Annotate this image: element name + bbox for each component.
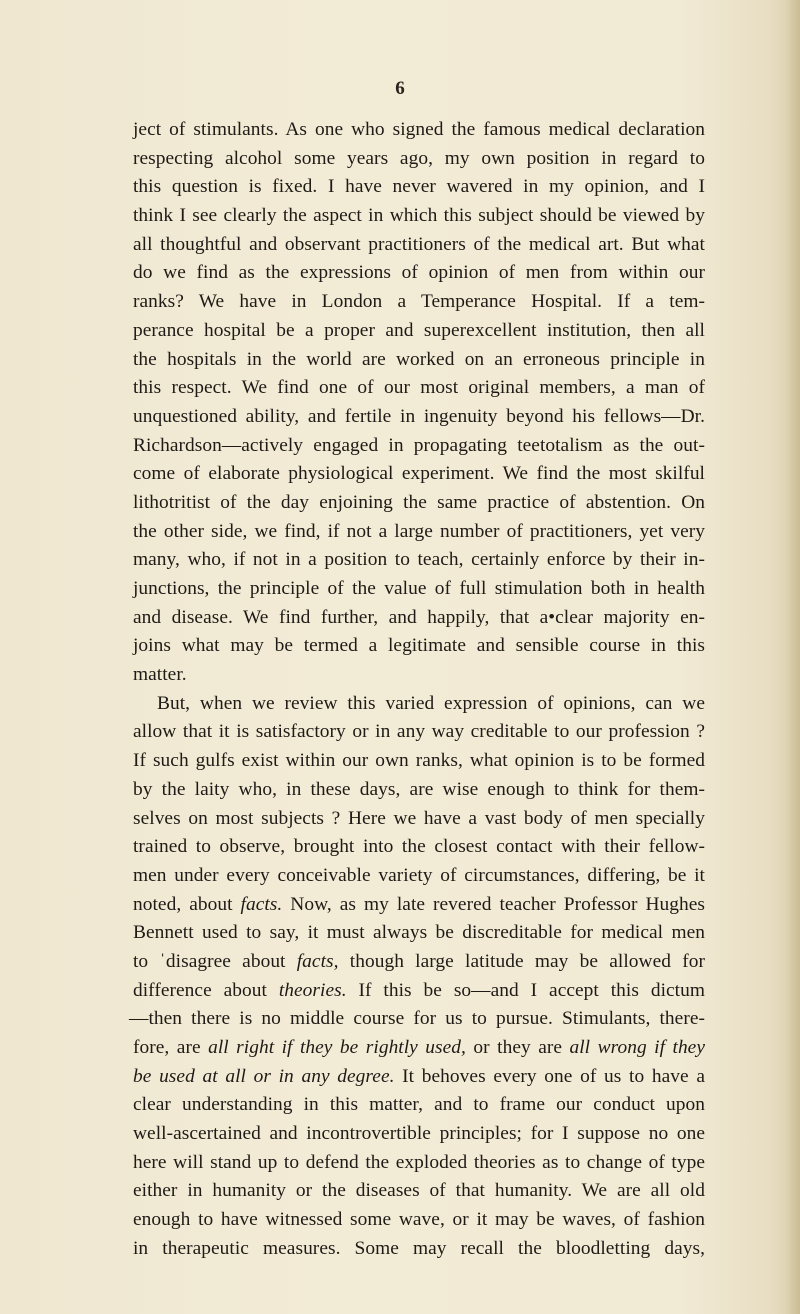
text-line (133, 1091, 705, 1120)
text-line (133, 1149, 705, 1178)
text-segment: and disease. We find further, and happily, that a•clear majority en- (133, 606, 705, 628)
italic-text: all right if they be rightly used, (208, 1037, 466, 1058)
text-segment: many, who, if not in a position to teach, certainly enforce by their in- (133, 549, 705, 571)
text-line (133, 288, 705, 317)
text-segment: trained to observe, brought into the closest contact with their fellow- (133, 836, 705, 858)
text-segment: Richardson—actively engaged in propagating teetotalism as the out- (133, 434, 705, 456)
text-line (133, 1120, 705, 1149)
text-segment: well-ascertained and incontrovertible principles; for I suppose no one (133, 1123, 705, 1145)
italic-text: be used at all or in any degree. (133, 1065, 395, 1087)
text-line (133, 891, 705, 920)
text-line (133, 833, 705, 862)
text-segment: Now, as my late revered teacher Professor Hughes (282, 893, 705, 915)
text-segment: allow that it is satisfactory or in any way creditable to our profession ? (133, 721, 705, 743)
text-line (133, 919, 705, 948)
text-segment: It behoves every one of us to have a (394, 1065, 705, 1087)
text-line (133, 518, 705, 547)
text-line (129, 1005, 705, 1034)
page-number: 6 (395, 78, 405, 99)
text-line (133, 862, 705, 891)
text-segment: clear understanding in this matter, and to frame our conduct upon (133, 1094, 705, 1116)
text-segment: to ˈdisagree about (133, 950, 297, 972)
text-segment: lithotritist of the day enjoining the same practice of abstention. On (133, 491, 705, 513)
italic-text: theories. (278, 979, 347, 1001)
text-line (133, 661, 705, 690)
text-line (133, 977, 705, 1006)
text-line (133, 374, 705, 403)
text-line (133, 317, 705, 346)
text-segment: think I see clearly the aspect in which this subject should be viewed by (133, 205, 705, 227)
text-segment: this question is fixed. I have never wavered in my opinion, and I (133, 176, 705, 198)
text-segment: If such gulfs exist within our own ranks, what opinion is to be formed (133, 750, 705, 772)
text-segment: the hospitals in the world are worked on an erroneous principle in (133, 348, 705, 370)
text-segment: this respect. We find one of our most original members, a man of (133, 377, 705, 399)
italic-text: facts, (296, 950, 339, 972)
text-line (133, 202, 705, 231)
text-line (133, 231, 705, 260)
text-line (133, 1177, 705, 1206)
text-segment: enough to have witnessed some wave, or it may be waves, of fashion (133, 1209, 705, 1231)
text-line (133, 805, 705, 834)
text-line (133, 632, 705, 661)
text-segment: or they are (465, 1037, 570, 1058)
text-segment: ranks? We have in London a Temperance Hospital. If a tem- (133, 291, 705, 313)
text-segment: Bennett used to say, it must always be discreditable for medical men (133, 922, 705, 944)
text-line (133, 718, 705, 747)
text-segment: though large latitude may be allowed for (338, 950, 705, 972)
text-line (133, 1235, 705, 1264)
text-line (133, 403, 705, 432)
text-line (133, 575, 705, 604)
text-line (133, 690, 705, 719)
text-line (133, 173, 705, 202)
text-segment: perance hospital be a proper and superexcellent institution, then all (133, 319, 705, 341)
italic-text: facts. (240, 893, 283, 915)
text-line (133, 489, 705, 518)
text-line (133, 1206, 705, 1235)
text-segment: But, when we review this varied expression of opinions, can we (157, 692, 705, 714)
text-line (133, 259, 705, 288)
text-segment: —then there is no middle course for us to pursue. Stimulants, there- (129, 1008, 705, 1030)
text-line (133, 948, 705, 977)
text-segment: come of elaborate physiological experiment. We find the most skilful (133, 463, 705, 485)
text-segment: junctions, the principle of the value of full stimulation both in health (133, 578, 705, 599)
text-segment: joins what may be termed a legitimate and sensible course in this (133, 635, 705, 657)
body-text (129, 116, 705, 1264)
text-segment: fore, are (133, 1037, 209, 1058)
text-segment: here will stand up to defend the exploded theories as to change of type (133, 1151, 705, 1173)
text-segment: all thoughtful and observant practitioners of the medical art. But what (133, 233, 705, 255)
text-line (133, 145, 705, 174)
text-line (133, 546, 705, 575)
text-segment: selves on most subjects ? Here we have a vast body of men specially (133, 807, 705, 829)
text-segment: matter. (133, 664, 187, 686)
text-line (133, 116, 705, 145)
text-line (133, 604, 705, 633)
text-line (133, 432, 705, 461)
text-line (133, 1034, 705, 1063)
text-segment: in therapeutic measures. Some may recall the bloodletting days, (133, 1237, 705, 1259)
text-segment: If this be so—and I accept this dictum (346, 979, 705, 1001)
text-segment: noted, about (133, 893, 241, 915)
text-segment: by the laity who, in these days, are wise enough to think for them- (133, 778, 705, 800)
text-segment: unquestioned ability, and fertile in ingenuity beyond his fellows—Dr. (133, 405, 705, 427)
text-segment: difference about (133, 979, 279, 1001)
text-segment: the other side, we find, if not a large number of practitioners, yet very (133, 520, 705, 542)
page-edge-shadow (786, 0, 800, 1314)
text-segment: men under every conceivable variety of circumstances, differing, be it (133, 864, 705, 886)
text-segment: do we find as the expressions of opinion of men from within our (133, 262, 705, 284)
text-line (133, 1063, 705, 1092)
text-line (133, 776, 705, 805)
text-line (133, 346, 705, 375)
text-segment: ject of stimulants. As one who signed the famous medical declaration (133, 119, 705, 140)
text-segment: either in humanity or the diseases of that humanity. We are all old (133, 1180, 705, 1202)
text-line (133, 460, 705, 489)
text-line (133, 747, 705, 776)
italic-text: all wrong if they (569, 1037, 705, 1058)
text-segment: respecting alcohol some years ago, my own position in regard to (133, 147, 705, 169)
